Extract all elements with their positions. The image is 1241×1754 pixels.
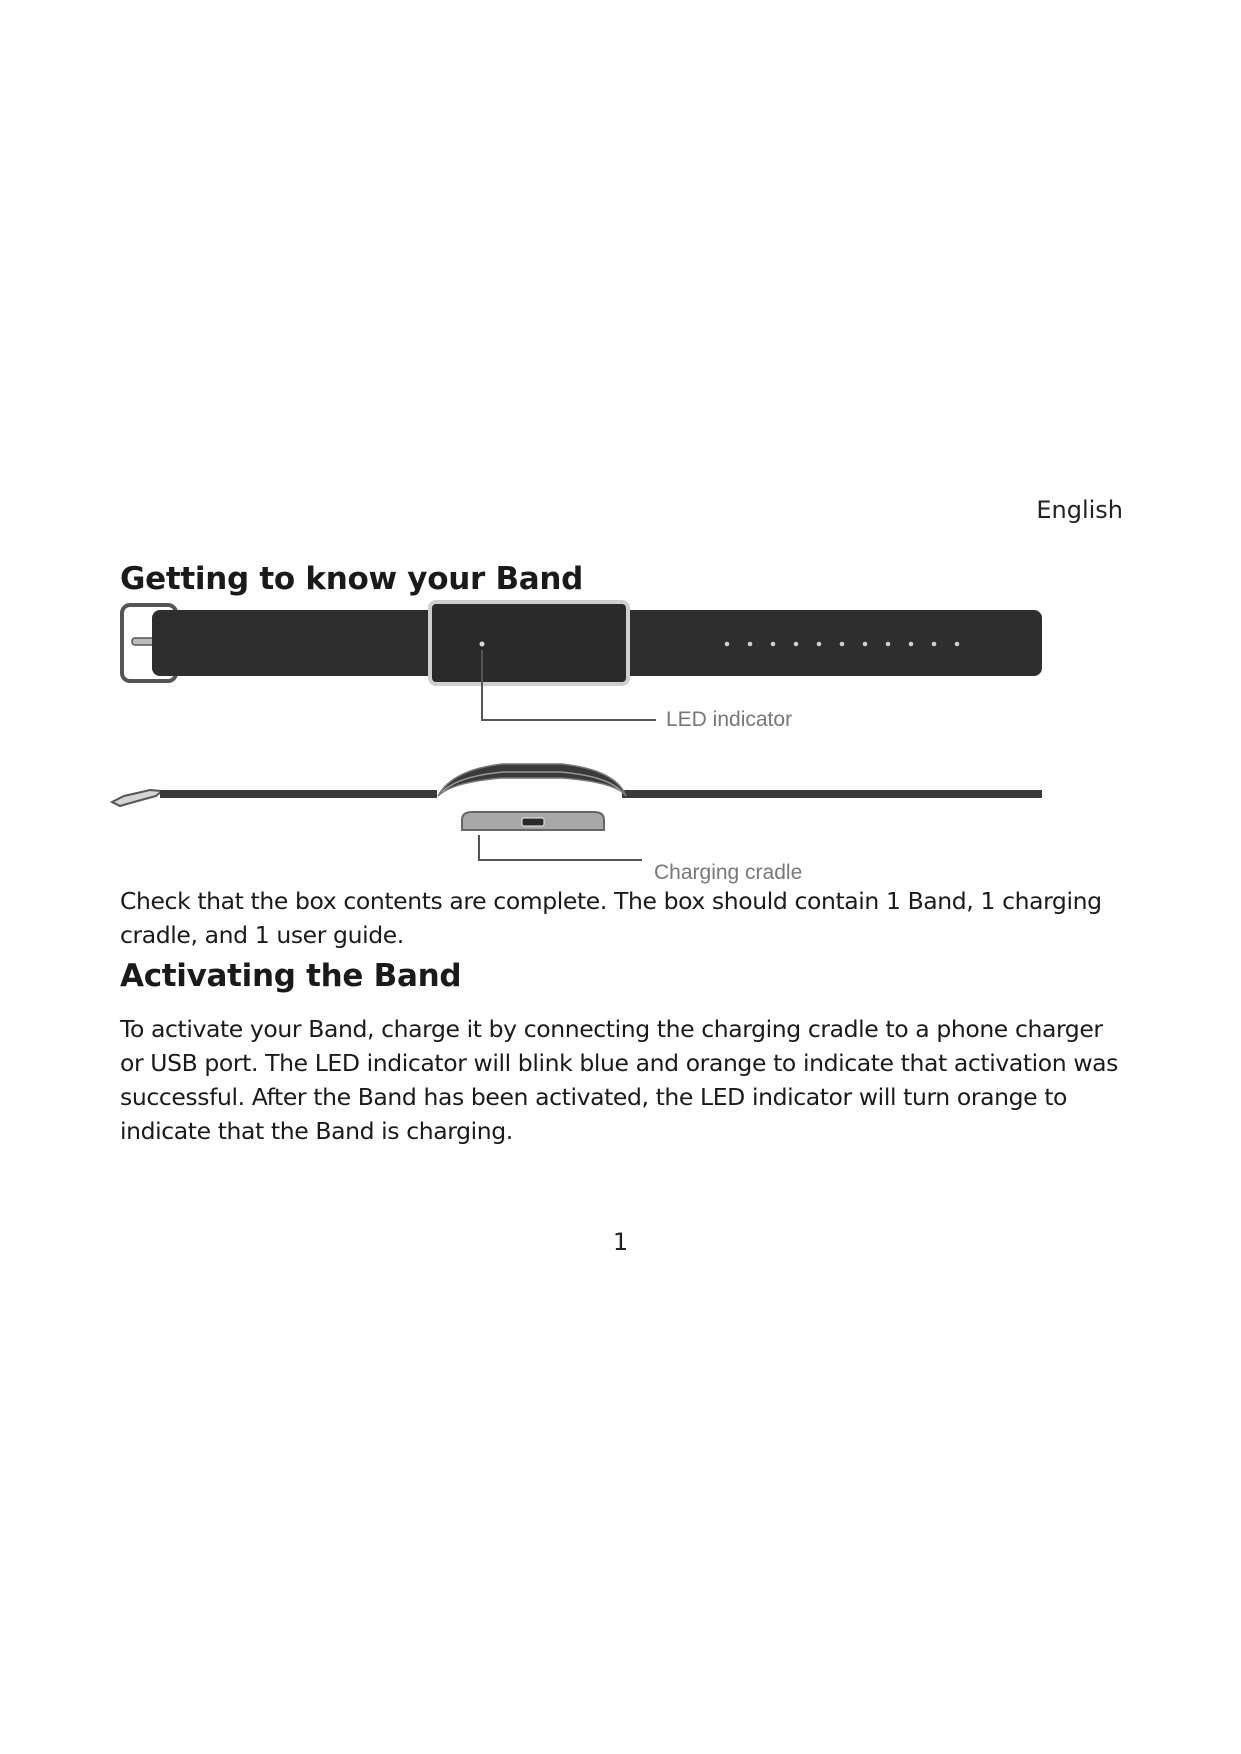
tracker-side-body [438,764,626,796]
cradle-callout-line [479,835,642,860]
tracker-module [430,602,628,684]
band-diagram [110,598,1110,888]
buckle-side-icon [112,790,162,806]
band-top-view [122,602,1042,731]
charging-cradle-label: Charging cradle [654,861,803,884]
section-title-getting-to-know: Getting to know your Band [120,561,584,597]
strap-side-left [160,790,437,798]
band-side-view [112,764,1042,884]
led-indicator-label: LED indicator [666,708,793,731]
language-label: English [1036,496,1123,524]
section-title-activating: Activating the Band [120,958,462,994]
usb-port-icon [522,818,544,826]
page-number: 1 [612,1228,629,1256]
box-contents-paragraph: Check that the box contents are complete. The box should contain 1 Band, 1 charging cradle, and 1 user guide. [120,887,1102,949]
led-dot [480,642,485,647]
strap-side-right [622,790,1042,798]
activation-paragraph: To activate your Band, charge it by connecting the charging cradle to a phone charger or USB port. The LED indicator will blink blue and orange to indicate that activation was successful. After the Band has been activated, the LED indicator will turn orange to indicate that the Band is charging. [120,1015,1118,1145]
